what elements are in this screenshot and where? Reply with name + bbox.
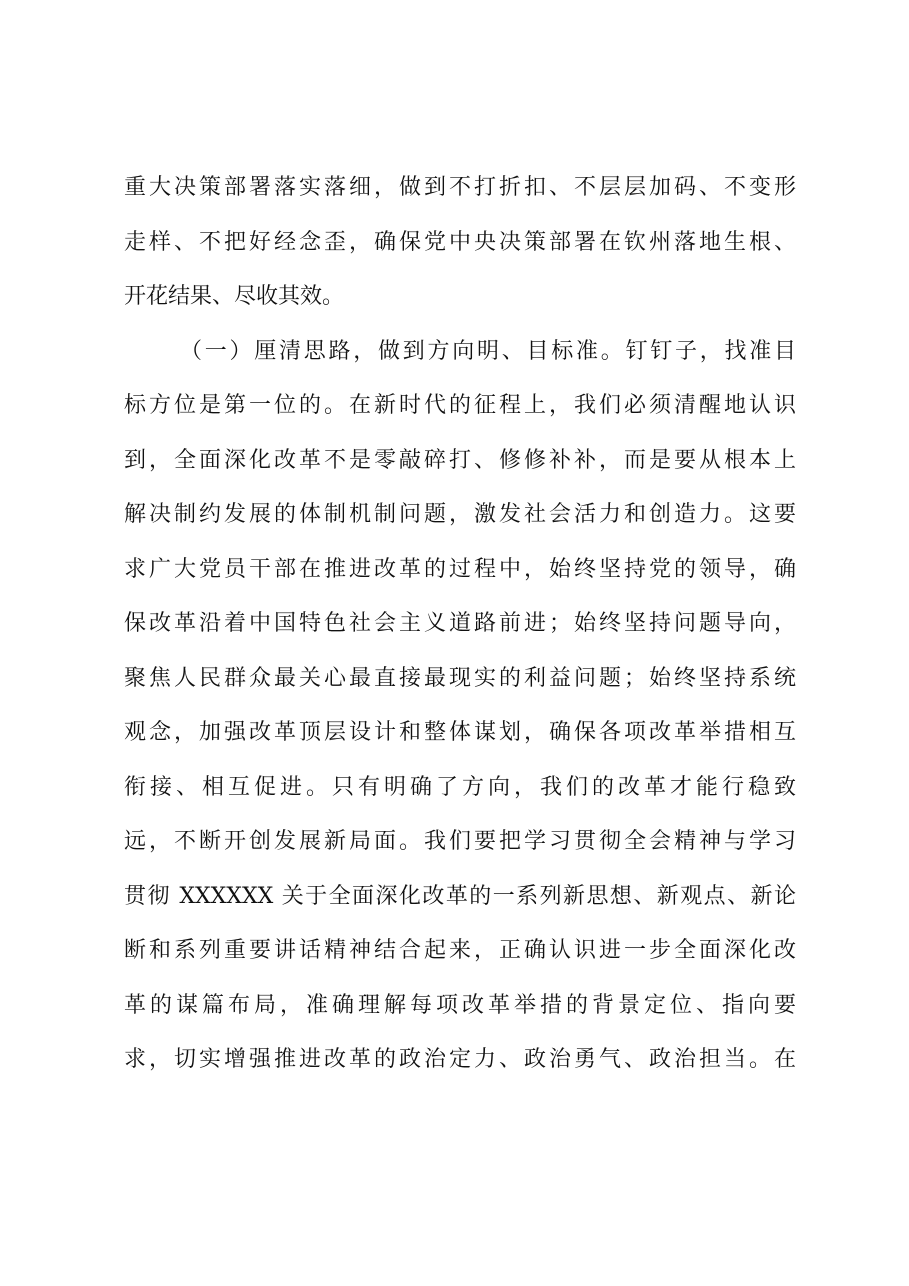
text-line: 远，不断开创发展新局面。我们要把学习贯彻全会精神与学习 bbox=[124, 829, 796, 854]
text-line: 观念，加强改革顶层设计和整体谋划，确保各项改革举措相互 bbox=[124, 720, 796, 745]
text-line: 重大决策部署落实落细，做到不打折扣、不层层加码、不变形 bbox=[124, 175, 796, 200]
text-line: 衔接、相互促进。只有明确了方向，我们的改革才能行稳致 bbox=[124, 774, 796, 800]
text-line: 解决制约发展的体制机制问题，激发社会活力和创造力。这要 bbox=[124, 502, 796, 527]
text-line: 开花结果、尽收其效。 bbox=[124, 284, 345, 309]
text-line: 到，全面深化改革不是零敲碎打、修修补补，而是要从根本上 bbox=[124, 447, 796, 473]
body-text bbox=[124, 161, 796, 1088]
text-line: 求，切实增强推进改革的政治定力、政治勇气、政治担当。在 bbox=[124, 1047, 796, 1072]
text-line: 标方位是第一位的。在新时代的征程上，我们必须清醒地认识 bbox=[124, 393, 796, 418]
text-line: 贯彻 XXXXXX 关于全面深化改革的一系列新思想、新观点、新论 bbox=[124, 883, 796, 909]
section-heading-line: （一）厘清思路，做到方向明、目标准。钉钉子，找准目 bbox=[180, 338, 796, 364]
text-line: 求广大党员干部在推进改革的过程中，始终坚持党的领导，确 bbox=[124, 556, 796, 582]
text-line: 聚焦人民群众最关心最直接最现实的利益问题；始终坚持系统 bbox=[124, 665, 796, 691]
text-line: 走样、不把好经念歪，确保党中央决策部署在钦州落地生根、 bbox=[124, 229, 796, 255]
text-line: 保改革沿着中国特色社会主义道路前进；始终坚持问题导向， bbox=[124, 611, 796, 636]
text-line: 革的谋篇布局，准确理解每项改革举措的背景定位、指向要 bbox=[124, 992, 796, 1018]
text-line: 断和系列重要讲话精神结合起来，正确认识进一步全面深化改 bbox=[124, 938, 796, 963]
